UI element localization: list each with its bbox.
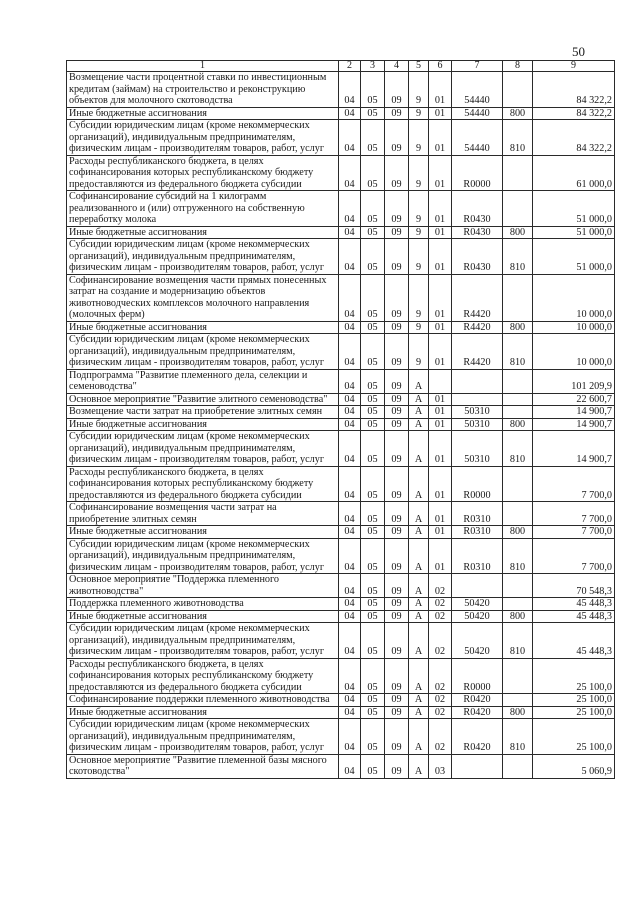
table-row	[67, 706, 615, 719]
expense-type-cell	[503, 754, 533, 778]
header-cell: 2	[339, 61, 361, 72]
code-cell: 04	[339, 526, 361, 539]
table-row	[67, 623, 615, 659]
budget-table	[66, 60, 615, 779]
row-name-cell: Иные бюджетные ассигнования	[67, 526, 339, 539]
row-name-cell: Возмещение части затрат на приобретение элитных семян	[67, 406, 339, 419]
row-name-cell: Иные бюджетные ассигнования	[67, 610, 339, 623]
code-cell: 09	[385, 526, 409, 539]
expense-type-cell: 800	[503, 706, 533, 719]
code-cell: А	[409, 418, 429, 431]
code-cell: 04	[339, 393, 361, 406]
header-cell: 4	[385, 61, 409, 72]
table-row	[67, 694, 615, 707]
row-name-cell: Софинансирование возмещения части затрат на приобретение элитных семян	[67, 502, 339, 526]
code-cell: 04	[339, 321, 361, 334]
row-name-cell: Субсидии юридическим лицам (кроме некоммерческих организаций), индивидуальным предпринимателям, физическим лицам - производителям товаров, работ, услуг	[67, 719, 339, 755]
target-code-cell: R0430	[452, 226, 503, 239]
expense-type-cell	[503, 274, 533, 321]
code-cell: А	[409, 574, 429, 598]
target-code-cell: R4420	[452, 274, 503, 321]
code-cell: 09	[385, 538, 409, 574]
amount-cell: 7 700,0	[533, 466, 615, 502]
target-code-cell: 54440	[452, 120, 503, 156]
code-cell: 01	[429, 406, 452, 419]
target-code-cell: R0310	[452, 538, 503, 574]
amount-cell: 101 209,9	[533, 369, 615, 393]
code-cell: 09	[385, 574, 409, 598]
table-row	[67, 393, 615, 406]
code-cell: 05	[361, 155, 385, 191]
code-cell: 09	[385, 239, 409, 275]
code-cell: 05	[361, 191, 385, 227]
code-cell: 05	[361, 226, 385, 239]
code-cell: 09	[385, 155, 409, 191]
row-name-cell: Иные бюджетные ассигнования	[67, 107, 339, 120]
code-cell: 01	[429, 226, 452, 239]
code-cell: 09	[385, 120, 409, 156]
amount-cell: 45 448,3	[533, 598, 615, 611]
target-code-cell: R4420	[452, 321, 503, 334]
expense-type-cell	[503, 658, 533, 694]
code-cell: 04	[339, 706, 361, 719]
amount-cell: 25 100,0	[533, 719, 615, 755]
code-cell: 01	[429, 393, 452, 406]
row-name-cell: Субсидии юридическим лицам (кроме некоммерческих организаций), индивидуальным предпринимателям, физическим лицам - производителям товаров, работ, услуг	[67, 431, 339, 467]
code-cell: 01	[429, 191, 452, 227]
code-cell: 09	[385, 719, 409, 755]
amount-cell: 45 448,3	[533, 610, 615, 623]
code-cell: 05	[361, 658, 385, 694]
amount-cell: 51 000,0	[533, 191, 615, 227]
table-row	[67, 334, 615, 370]
row-name-cell: Возмещение части процентной ставки по инвестиционным кредитам (займам) на строительство и реконструкцию объектов для молочного скотоводства	[67, 72, 339, 108]
code-cell: 03	[429, 754, 452, 778]
code-cell: 9	[409, 120, 429, 156]
code-cell: 01	[429, 431, 452, 467]
table-row	[67, 658, 615, 694]
code-cell: 09	[385, 334, 409, 370]
code-cell: 01	[429, 274, 452, 321]
target-code-cell: R0000	[452, 466, 503, 502]
target-code-cell: R0420	[452, 706, 503, 719]
code-cell: А	[409, 406, 429, 419]
code-cell: 04	[339, 418, 361, 431]
code-cell: 09	[385, 393, 409, 406]
table-row	[67, 526, 615, 539]
table-row	[67, 418, 615, 431]
expense-type-cell	[503, 574, 533, 598]
code-cell: 09	[385, 610, 409, 623]
code-cell: 09	[385, 706, 409, 719]
table-row	[67, 719, 615, 755]
table-row	[67, 538, 615, 574]
row-name-cell: Иные бюджетные ассигнования	[67, 418, 339, 431]
code-cell: 05	[361, 694, 385, 707]
table-row	[67, 610, 615, 623]
target-code-cell	[452, 574, 503, 598]
amount-cell: 14 900,7	[533, 431, 615, 467]
amount-cell: 10 000,0	[533, 274, 615, 321]
table-row	[67, 226, 615, 239]
amount-cell: 84 322,2	[533, 107, 615, 120]
code-cell: А	[409, 694, 429, 707]
target-code-cell: R0310	[452, 526, 503, 539]
expense-type-cell	[503, 72, 533, 108]
row-name-cell: Основное мероприятие "Поддержка племенного животноводства"	[67, 574, 339, 598]
amount-cell: 70 548,3	[533, 574, 615, 598]
code-cell: 05	[361, 120, 385, 156]
target-code-cell: 50310	[452, 406, 503, 419]
code-cell: А	[409, 393, 429, 406]
row-name-cell: Субсидии юридическим лицам (кроме некоммерческих организаций), индивидуальным предпринимателям, физическим лицам - производителям товаров, работ, услуг	[67, 239, 339, 275]
header-cell: 6	[429, 61, 452, 72]
code-cell: 04	[339, 406, 361, 419]
table-row	[67, 466, 615, 502]
code-cell: А	[409, 526, 429, 539]
code-cell: А	[409, 431, 429, 467]
code-cell: 02	[429, 574, 452, 598]
table-row	[67, 431, 615, 467]
header-cell: 1	[67, 61, 339, 72]
expense-type-cell: 810	[503, 623, 533, 659]
code-cell: 01	[429, 466, 452, 502]
code-cell: А	[409, 502, 429, 526]
target-code-cell: 50420	[452, 598, 503, 611]
amount-cell: 45 448,3	[533, 623, 615, 659]
header-cell: 3	[361, 61, 385, 72]
code-cell: 04	[339, 274, 361, 321]
amount-cell: 84 322,2	[533, 72, 615, 108]
amount-cell: 51 000,0	[533, 239, 615, 275]
row-name-cell: Расходы республиканского бюджета, в целях софинансирования которых республиканскому бюджету предоставляются из федерального бюджета субсидии	[67, 155, 339, 191]
table-row	[67, 574, 615, 598]
code-cell: 02	[429, 706, 452, 719]
code-cell: 09	[385, 431, 409, 467]
code-cell: 01	[429, 502, 452, 526]
table-row	[67, 155, 615, 191]
target-code-cell: 54440	[452, 107, 503, 120]
code-cell: 02	[429, 610, 452, 623]
row-name-cell: Субсидии юридическим лицам (кроме некоммерческих организаций), индивидуальным предпринимателям, физическим лицам - производителям товаров, работ, услуг	[67, 623, 339, 659]
code-cell: 05	[361, 623, 385, 659]
code-cell: 04	[339, 502, 361, 526]
expense-type-cell: 800	[503, 526, 533, 539]
code-cell: 01	[429, 155, 452, 191]
code-cell: А	[409, 754, 429, 778]
code-cell: 04	[339, 694, 361, 707]
table-header-row	[67, 61, 615, 72]
code-cell: 09	[385, 418, 409, 431]
code-cell: 01	[429, 72, 452, 108]
code-cell: 05	[361, 274, 385, 321]
expense-type-cell: 810	[503, 120, 533, 156]
amount-cell: 14 900,7	[533, 406, 615, 419]
code-cell: 01	[429, 239, 452, 275]
target-code-cell: R0420	[452, 694, 503, 707]
code-cell: 01	[429, 321, 452, 334]
code-cell: 01	[429, 107, 452, 120]
code-cell: 05	[361, 239, 385, 275]
header-cell: 5	[409, 61, 429, 72]
table-row	[67, 72, 615, 108]
code-cell: 01	[429, 418, 452, 431]
code-cell: 05	[361, 334, 385, 370]
table-row	[67, 406, 615, 419]
code-cell: 05	[361, 72, 385, 108]
code-cell: А	[409, 538, 429, 574]
code-cell: 05	[361, 369, 385, 393]
amount-cell: 10 000,0	[533, 334, 615, 370]
target-code-cell: R0310	[452, 502, 503, 526]
code-cell: 01	[429, 526, 452, 539]
row-name-cell: Расходы республиканского бюджета, в целях софинансирования которых республиканскому бюджету предоставляются из федерального бюджета субсидии	[67, 466, 339, 502]
expense-type-cell: 810	[503, 538, 533, 574]
code-cell: А	[409, 719, 429, 755]
table-row	[67, 120, 615, 156]
code-cell: 09	[385, 72, 409, 108]
target-code-cell: 54440	[452, 72, 503, 108]
table-row	[67, 502, 615, 526]
target-code-cell: R4420	[452, 334, 503, 370]
code-cell: 9	[409, 239, 429, 275]
row-name-cell: Основное мероприятие "Развитие элитного семеноводства"	[67, 393, 339, 406]
code-cell: 9	[409, 107, 429, 120]
target-code-cell: 50310	[452, 431, 503, 467]
amount-cell: 5 060,9	[533, 754, 615, 778]
code-cell: 9	[409, 334, 429, 370]
code-cell: А	[409, 598, 429, 611]
amount-cell: 7 700,0	[533, 502, 615, 526]
target-code-cell	[452, 754, 503, 778]
header-cell: 8	[503, 61, 533, 72]
code-cell: 04	[339, 598, 361, 611]
expense-type-cell	[503, 598, 533, 611]
target-code-cell: 50420	[452, 610, 503, 623]
expense-type-cell: 810	[503, 334, 533, 370]
code-cell: 09	[385, 754, 409, 778]
table-row	[67, 274, 615, 321]
code-cell: 04	[339, 466, 361, 502]
code-cell: 09	[385, 694, 409, 707]
table-row	[67, 191, 615, 227]
amount-cell: 14 900,7	[533, 418, 615, 431]
row-name-cell: Иные бюджетные ассигнования	[67, 226, 339, 239]
row-name-cell: Субсидии юридическим лицам (кроме некоммерческих организаций), индивидуальным предпринимателям, физическим лицам - производителям товаров, работ, услуг	[67, 334, 339, 370]
amount-cell: 7 700,0	[533, 538, 615, 574]
row-name-cell: Основное мероприятие "Развитие племенной базы мясного скотоводства"	[67, 754, 339, 778]
table-body	[67, 72, 615, 779]
code-cell: 9	[409, 191, 429, 227]
code-cell: 05	[361, 321, 385, 334]
amount-cell: 10 000,0	[533, 321, 615, 334]
code-cell: А	[409, 466, 429, 502]
code-cell: 02	[429, 719, 452, 755]
code-cell: 04	[339, 754, 361, 778]
page-number: 50	[572, 44, 585, 59]
expense-type-cell	[503, 191, 533, 227]
code-cell: 09	[385, 369, 409, 393]
code-cell: 05	[361, 610, 385, 623]
amount-cell: 51 000,0	[533, 226, 615, 239]
table-row	[67, 321, 615, 334]
code-cell: 02	[429, 623, 452, 659]
code-cell: 04	[339, 120, 361, 156]
target-code-cell: R0000	[452, 658, 503, 694]
amount-cell: 25 100,0	[533, 694, 615, 707]
code-cell: А	[409, 610, 429, 623]
code-cell: 05	[361, 502, 385, 526]
code-cell: 09	[385, 406, 409, 419]
code-cell: 05	[361, 406, 385, 419]
row-name-cell: Софинансирование возмещения части прямых понесенных затрат на создание и модернизацию объектов животноводческих комплексов молочного направления (молочных ферм)	[67, 274, 339, 321]
code-cell: 05	[361, 526, 385, 539]
code-cell: 02	[429, 658, 452, 694]
header-cell: 7	[452, 61, 503, 72]
expense-type-cell: 810	[503, 719, 533, 755]
code-cell: А	[409, 706, 429, 719]
row-name-cell: Иные бюджетные ассигнования	[67, 706, 339, 719]
code-cell: 09	[385, 191, 409, 227]
amount-cell: 61 000,0	[533, 155, 615, 191]
amount-cell: 25 100,0	[533, 658, 615, 694]
expense-type-cell: 810	[503, 239, 533, 275]
code-cell: 04	[339, 610, 361, 623]
target-code-cell: R0420	[452, 719, 503, 755]
table-row	[67, 754, 615, 778]
code-cell: 09	[385, 107, 409, 120]
expense-type-cell: 800	[503, 226, 533, 239]
row-name-cell: Субсидии юридическим лицам (кроме некоммерческих организаций), индивидуальным предпринимателям, физическим лицам - производителям товаров, работ, услуг	[67, 120, 339, 156]
code-cell: 04	[339, 191, 361, 227]
code-cell: 9	[409, 72, 429, 108]
code-cell: 9	[409, 321, 429, 334]
code-cell: 09	[385, 658, 409, 694]
table-row	[67, 239, 615, 275]
code-cell: 01	[429, 120, 452, 156]
code-cell: 04	[339, 239, 361, 275]
expense-type-cell: 800	[503, 418, 533, 431]
row-name-cell: Софинансирование поддержки племенного животноводства	[67, 694, 339, 707]
amount-cell: 25 100,0	[533, 706, 615, 719]
target-code-cell: R0430	[452, 239, 503, 275]
code-cell: 05	[361, 393, 385, 406]
code-cell: 02	[429, 598, 452, 611]
amount-cell: 84 322,2	[533, 120, 615, 156]
code-cell: 05	[361, 706, 385, 719]
expense-type-cell	[503, 694, 533, 707]
target-code-cell	[452, 393, 503, 406]
code-cell: 9	[409, 274, 429, 321]
table-row	[67, 369, 615, 393]
amount-cell: 22 600,7	[533, 393, 615, 406]
code-cell: 01	[429, 538, 452, 574]
row-name-cell: Поддержка племенного животноводства	[67, 598, 339, 611]
row-name-cell: Расходы республиканского бюджета, в целях софинансирования которых республиканскому бюджету предоставляются из федерального бюджета субсидии	[67, 658, 339, 694]
code-cell: 04	[339, 155, 361, 191]
code-cell: 02	[429, 694, 452, 707]
code-cell: 04	[339, 623, 361, 659]
code-cell: 05	[361, 598, 385, 611]
target-code-cell: R0430	[452, 191, 503, 227]
code-cell: 09	[385, 321, 409, 334]
code-cell: А	[409, 658, 429, 694]
code-cell: 04	[339, 226, 361, 239]
expense-type-cell: 810	[503, 431, 533, 467]
expense-type-cell: 800	[503, 610, 533, 623]
table-row	[67, 107, 615, 120]
code-cell: 09	[385, 502, 409, 526]
expense-type-cell	[503, 406, 533, 419]
code-cell: 05	[361, 466, 385, 502]
expense-type-cell	[503, 502, 533, 526]
code-cell: 05	[361, 418, 385, 431]
expense-type-cell	[503, 155, 533, 191]
code-cell: 09	[385, 226, 409, 239]
expense-type-cell	[503, 369, 533, 393]
code-cell: 04	[339, 72, 361, 108]
code-cell: 04	[339, 658, 361, 694]
code-cell: 04	[339, 369, 361, 393]
code-cell: 05	[361, 107, 385, 120]
expense-type-cell: 800	[503, 107, 533, 120]
code-cell: 09	[385, 274, 409, 321]
code-cell: 09	[385, 598, 409, 611]
target-code-cell: 50420	[452, 623, 503, 659]
row-name-cell: Субсидии юридическим лицам (кроме некоммерческих организаций), индивидуальным предпринимателям, физическим лицам - производителям товаров, работ, услуг	[67, 538, 339, 574]
code-cell: 05	[361, 754, 385, 778]
table-row	[67, 598, 615, 611]
header-cell: 9	[533, 61, 615, 72]
code-cell: 04	[339, 107, 361, 120]
code-cell: 04	[339, 574, 361, 598]
code-cell: 05	[361, 538, 385, 574]
code-cell	[429, 369, 452, 393]
expense-type-cell: 800	[503, 321, 533, 334]
expense-type-cell	[503, 466, 533, 502]
code-cell: 05	[361, 719, 385, 755]
code-cell: 9	[409, 226, 429, 239]
code-cell: 04	[339, 719, 361, 755]
code-cell: А	[409, 369, 429, 393]
amount-cell: 7 700,0	[533, 526, 615, 539]
code-cell: 09	[385, 466, 409, 502]
code-cell: 05	[361, 431, 385, 467]
code-cell: 9	[409, 155, 429, 191]
code-cell: А	[409, 623, 429, 659]
row-name-cell: Подпрограмма "Развитие племенного дела, селекции и семеноводства"	[67, 369, 339, 393]
code-cell: 04	[339, 334, 361, 370]
row-name-cell: Софинансирование субсидий на 1 килограмм реализованного и (или) отгруженного на собственную переработку молока	[67, 191, 339, 227]
row-name-cell: Иные бюджетные ассигнования	[67, 321, 339, 334]
code-cell: 05	[361, 574, 385, 598]
code-cell: 09	[385, 623, 409, 659]
target-code-cell	[452, 369, 503, 393]
target-code-cell: 50310	[452, 418, 503, 431]
code-cell: 04	[339, 538, 361, 574]
expense-type-cell	[503, 393, 533, 406]
code-cell: 01	[429, 334, 452, 370]
target-code-cell: R0000	[452, 155, 503, 191]
code-cell: 04	[339, 431, 361, 467]
